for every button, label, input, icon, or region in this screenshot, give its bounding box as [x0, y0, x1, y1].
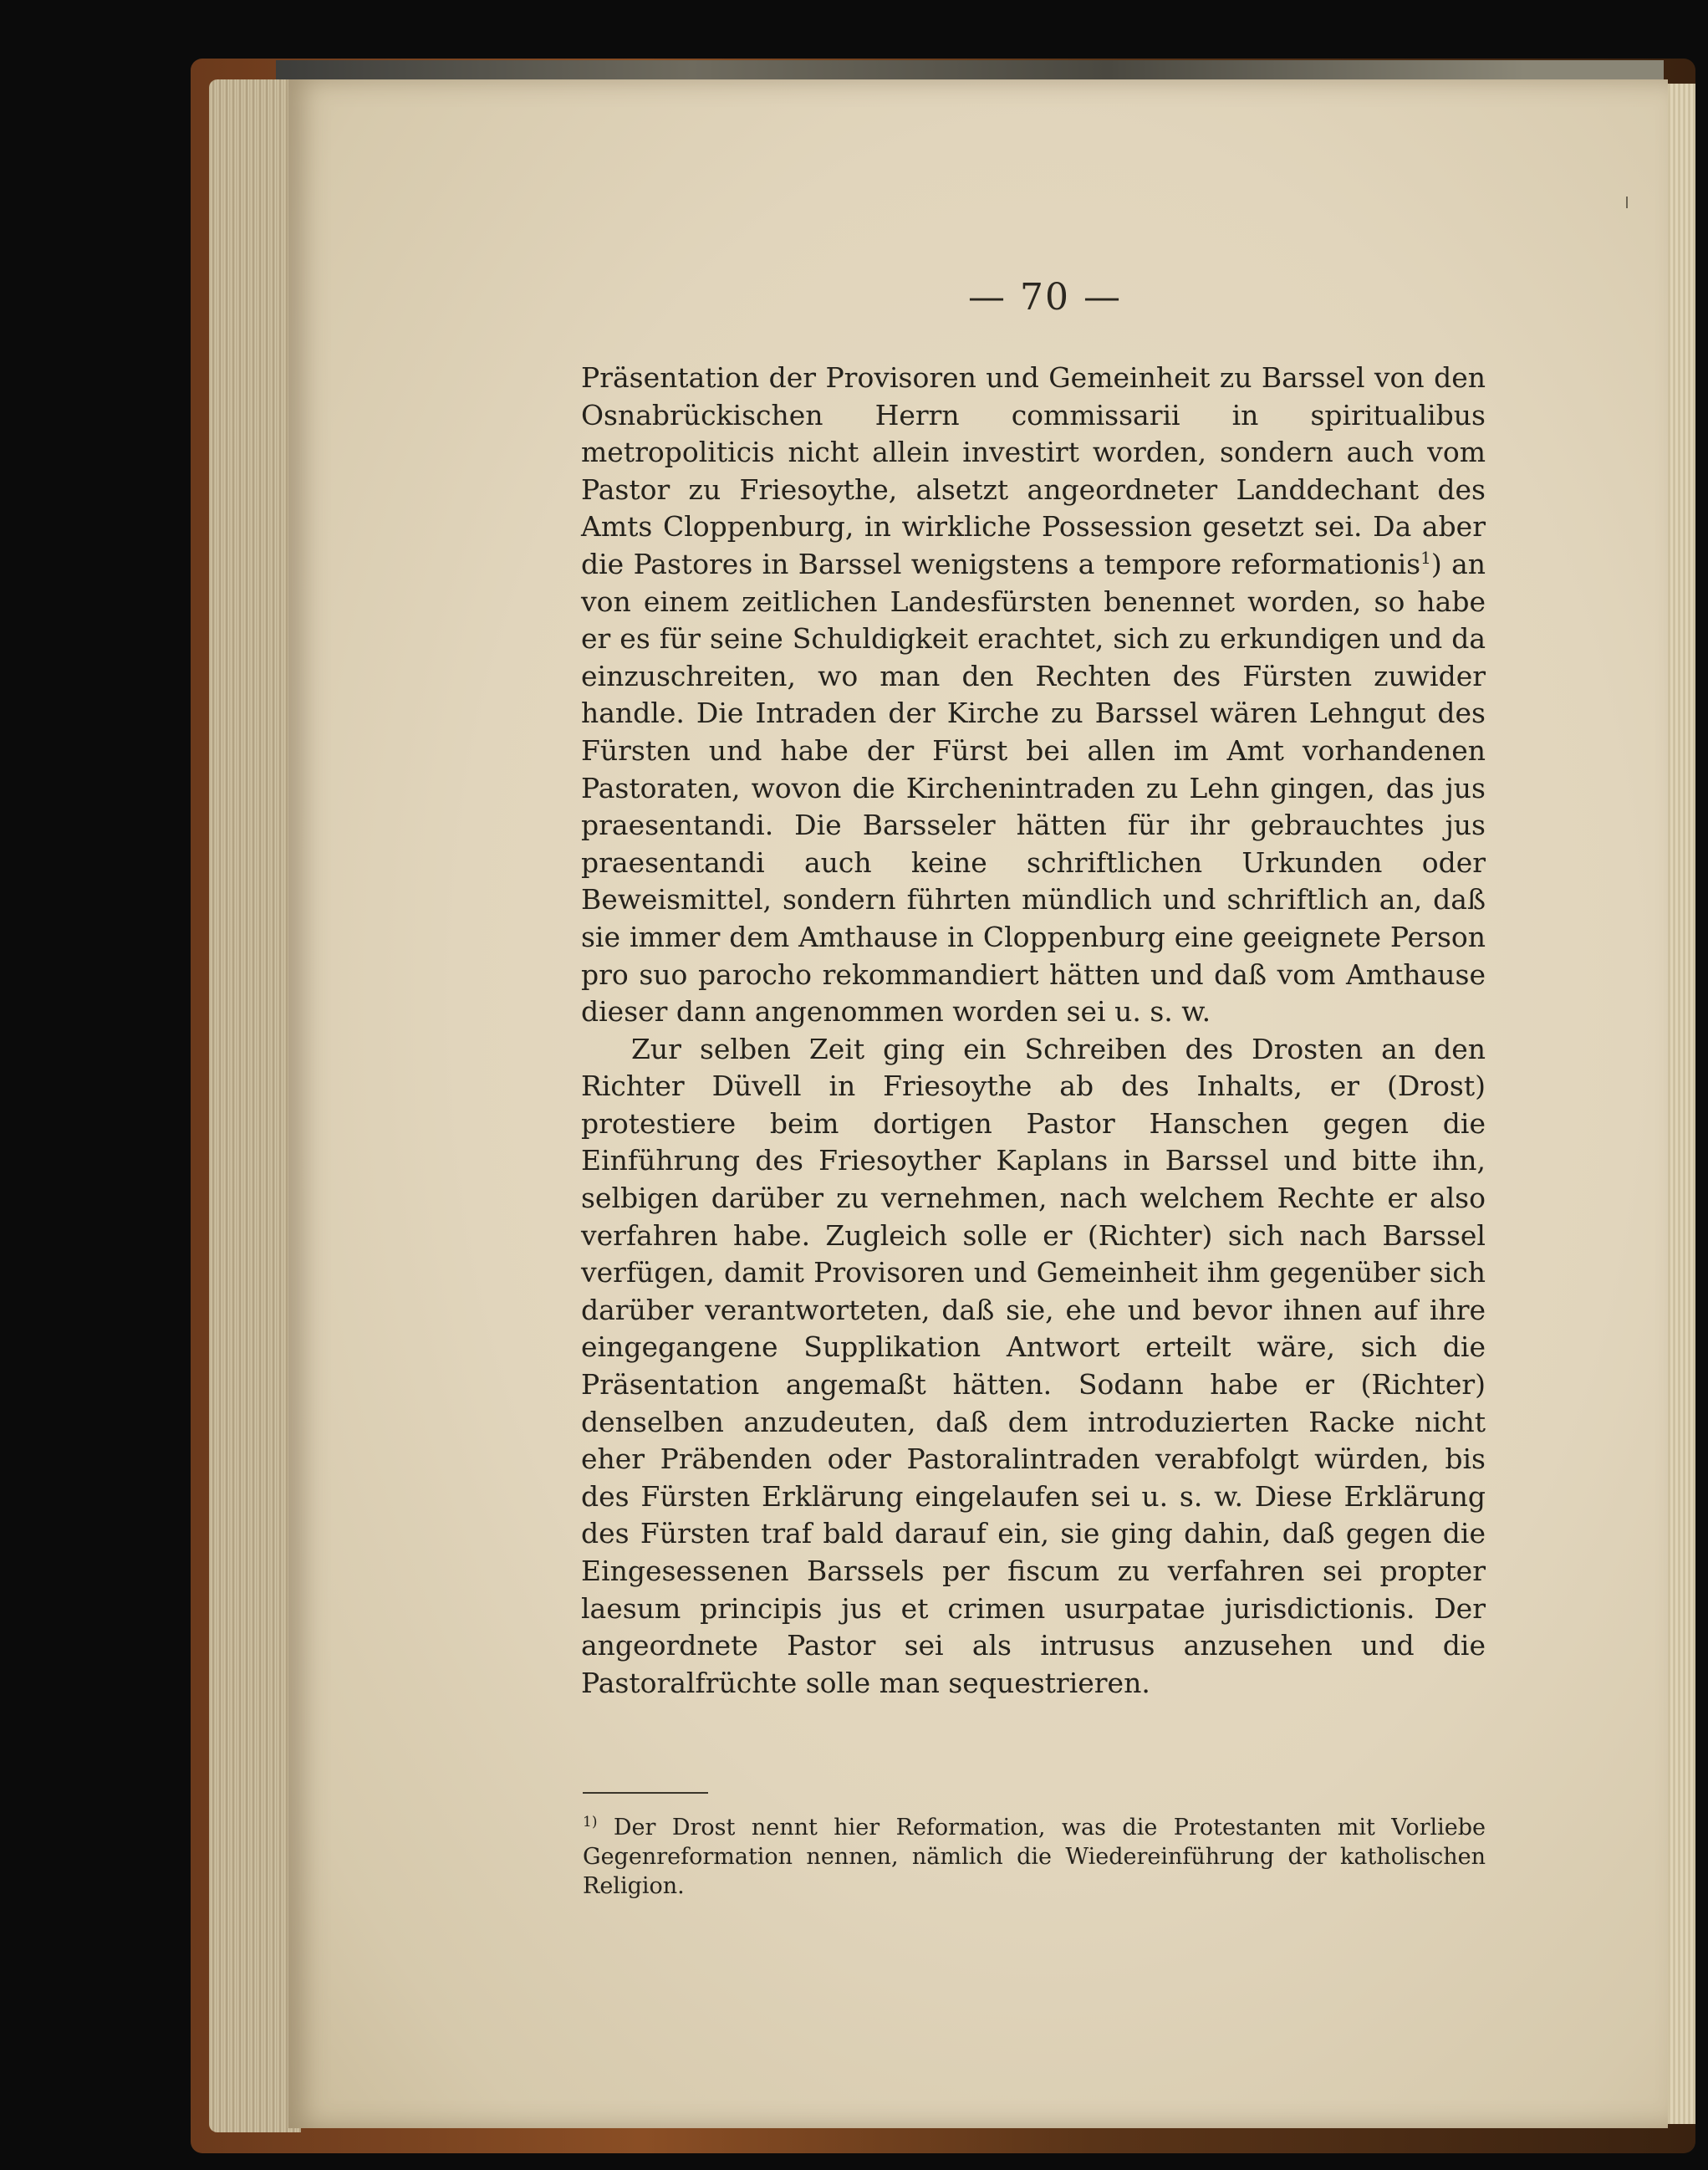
- paragraph-2: Zur selben Zeit ging ein Schreiben des Drosten an den Richter Düvell in Friesoythe ab des Inhalts, er (Drost) protestiere beim dortigen Pastor Hanschen gegen die Einführung des Friesoyther Kaplans in Barssel und bitte ihn, selbigen darüber zu vernehmen, nach welchem Rechte er also verfahren habe. Zugleich solle er (Richter) sich nach Barssel verfügen, damit Provisoren und Gemeinheit ihm gegenüber sich darüber verantworteten, daß sie, ehe und bevor ihnen auf ihre eingegangene Supplikation Antwort erteilt wäre, sich die Präsentation angemaßt hätten. Sodann habe er (Richter) denselben anzudeuten, daß dem introduzierten Racke nicht eher Präbenden oder Pastoralintraden verabfolgt würden, bis des Fürsten Erklärung eingelaufen sei u. s. w. Diese Erklärung des Fürsten traf bald darauf ein, sie ging dahin, daß gegen die Eingesessenen Barssels per fiscum zu verfahren sei propter laesum principis jus et crimen usurpatae jurisdictionis. Der angeordnete Pastor sei als intrusus anzusehen und die Pastoralfrüchte solle man sequestrieren.: [581, 1032, 1486, 1699]
- footnote-divider: [583, 1792, 708, 1794]
- page-number: — 70 —: [968, 276, 1122, 319]
- paragraph-1-continuation: ) an von einem zeitlichen Landesfürsten benennet worden, so habe er es für seine Schuldigkeit erachtet, sich zu erkundigen und da einzuschreiten, wo man den Rechten des Fürsten zuwider handle. Die Intraden der Kirche zu Barssel wären Lehngut des Fürsten und habe der Fürst bei allen im Amt vorhandenen Pastoraten, wovon die Kirchenintraden zu Lehn gingen, das jus praesentandi. Die Barsseler hätten für ihr gebrauchtes jus praesentandi auch keine schriftlichen Urkunden oder Beweismittel, sondern führten mündlich und schriftlich an, daß sie immer dem Amthause in Cloppenburg eine geeignete Person pro suo parocho rekommandiert hätten und daß vom Amthause dieser dann angenommen worden sei u. s. w.: [581, 547, 1486, 1029]
- paragraph-1: [581, 360, 1486, 1031]
- page-edges-left: [209, 79, 301, 2132]
- paragraph-1-text: Präsentation der Provisoren und Gemeinheit zu Barssel von den Osnabrückischen Herrn commissarii in spiritualibus metropoliticis nicht allein investirt worden, sondern auch vom Pastor zu Friesoythe, alsetzt angeordneter Landdechant des Amts Cloppenburg, in wirkliche Possession gesetzt sei. Da aber die Pastores in Barssel wenigstens a tempore reformationis: [581, 361, 1486, 580]
- paper-speck: [1626, 197, 1628, 208]
- footnote-text: Der Drost nennt hier Reformation, was die Protestanten mit Vorliebe Gegenreformation nennen, nämlich die Wiedereinführung der katholischen Religion.: [583, 1815, 1486, 1899]
- footnote-reference: 1: [1420, 547, 1431, 568]
- footnote: [583, 1813, 1486, 1901]
- body-text: [581, 360, 1486, 1702]
- footnote-mark: 1): [583, 1814, 598, 1830]
